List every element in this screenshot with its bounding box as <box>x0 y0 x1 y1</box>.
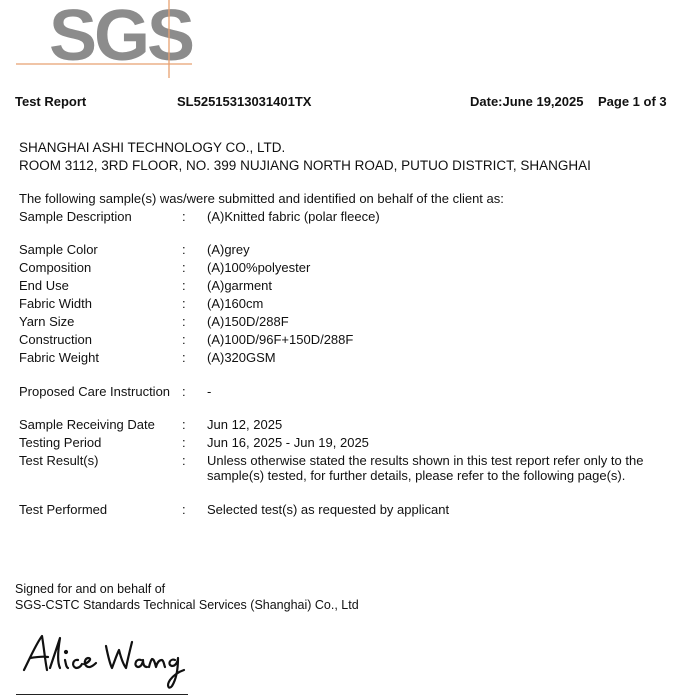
sample-color-label: Sample Color <box>19 242 98 257</box>
page-number: Page 1 of 3 <box>598 94 667 109</box>
receiving-date-value: Jun 12, 2025 <box>207 417 283 432</box>
colon: : <box>182 242 186 257</box>
end-use-value: (A)garment <box>207 278 273 293</box>
composition-label: Composition <box>19 260 92 275</box>
fabric-weight-value: (A)320GSM <box>207 350 276 365</box>
colon: : <box>182 384 186 399</box>
yarn-size-value: (A)150D/288F <box>207 314 289 329</box>
colon: : <box>182 435 186 450</box>
colon: : <box>182 209 186 224</box>
fabric-width-label: Fabric Width <box>19 296 92 311</box>
colon: : <box>182 314 186 329</box>
yarn-size-label: Yarn Size <box>19 314 75 329</box>
sgs-logo <box>14 0 194 78</box>
test-result-line-2: sample(s) tested, for further details, please refer to the following page(s). <box>207 468 626 483</box>
colon: : <box>182 260 186 275</box>
intro-text: The following sample(s) was/were submitted and identified on behalf of the client as: <box>19 191 504 206</box>
sample-color-value: (A)grey <box>207 242 250 257</box>
signoff-line-2: SGS-CSTC Standards Technical Services (Shanghai) Co., Ltd <box>15 598 359 612</box>
report-title: Test Report <box>15 94 87 109</box>
colon: : <box>182 296 186 311</box>
colon: : <box>182 332 186 347</box>
construction-label: Construction <box>19 332 92 347</box>
colon: : <box>182 453 186 468</box>
report-number: SL52515313031401TX <box>177 94 312 109</box>
end-use-label: End Use <box>19 278 69 293</box>
fabric-weight-label: Fabric Weight <box>19 350 99 365</box>
testing-period-label: Testing Period <box>19 435 102 450</box>
testing-period-value: Jun 16, 2025 - Jun 19, 2025 <box>207 435 369 450</box>
care-instruction-label: Proposed Care Instruction <box>19 384 171 399</box>
logo-text: SGS <box>49 0 193 76</box>
test-performed-value: Selected test(s) as requested by applicant <box>207 502 450 517</box>
client-name: SHANGHAI ASHI TECHNOLOGY CO., LTD. <box>19 140 286 155</box>
test-result-line-1: Unless otherwise stated the results shown in this test report refer only to the <box>207 453 644 468</box>
colon: : <box>182 350 186 365</box>
composition-value: (A)100%polyester <box>207 260 311 275</box>
handwritten-signature <box>20 630 190 692</box>
colon: : <box>182 417 186 432</box>
sample-description-label: Sample Description <box>19 209 132 224</box>
report-date: Date:June 19,2025 <box>470 94 584 109</box>
colon: : <box>182 278 186 293</box>
construction-value: (A)100D/96F+150D/288F <box>207 332 354 347</box>
colon: : <box>182 502 186 517</box>
care-instruction-value: - <box>207 384 212 399</box>
fabric-width-value: (A)160cm <box>207 296 264 311</box>
test-result-label: Test Result(s) <box>19 453 99 468</box>
sample-description-value: (A)Knitted fabric (polar fleece) <box>207 209 380 224</box>
receiving-date-label: Sample Receiving Date <box>19 417 155 432</box>
signature-underline <box>16 694 188 695</box>
client-address: ROOM 3112, 3RD FLOOR, NO. 399 NUJIANG NORTH ROAD, PUTUO DISTRICT, SHANGHAI <box>19 158 591 173</box>
signoff-line-1: Signed for and on behalf of <box>15 582 166 596</box>
test-performed-label: Test Performed <box>19 502 108 517</box>
